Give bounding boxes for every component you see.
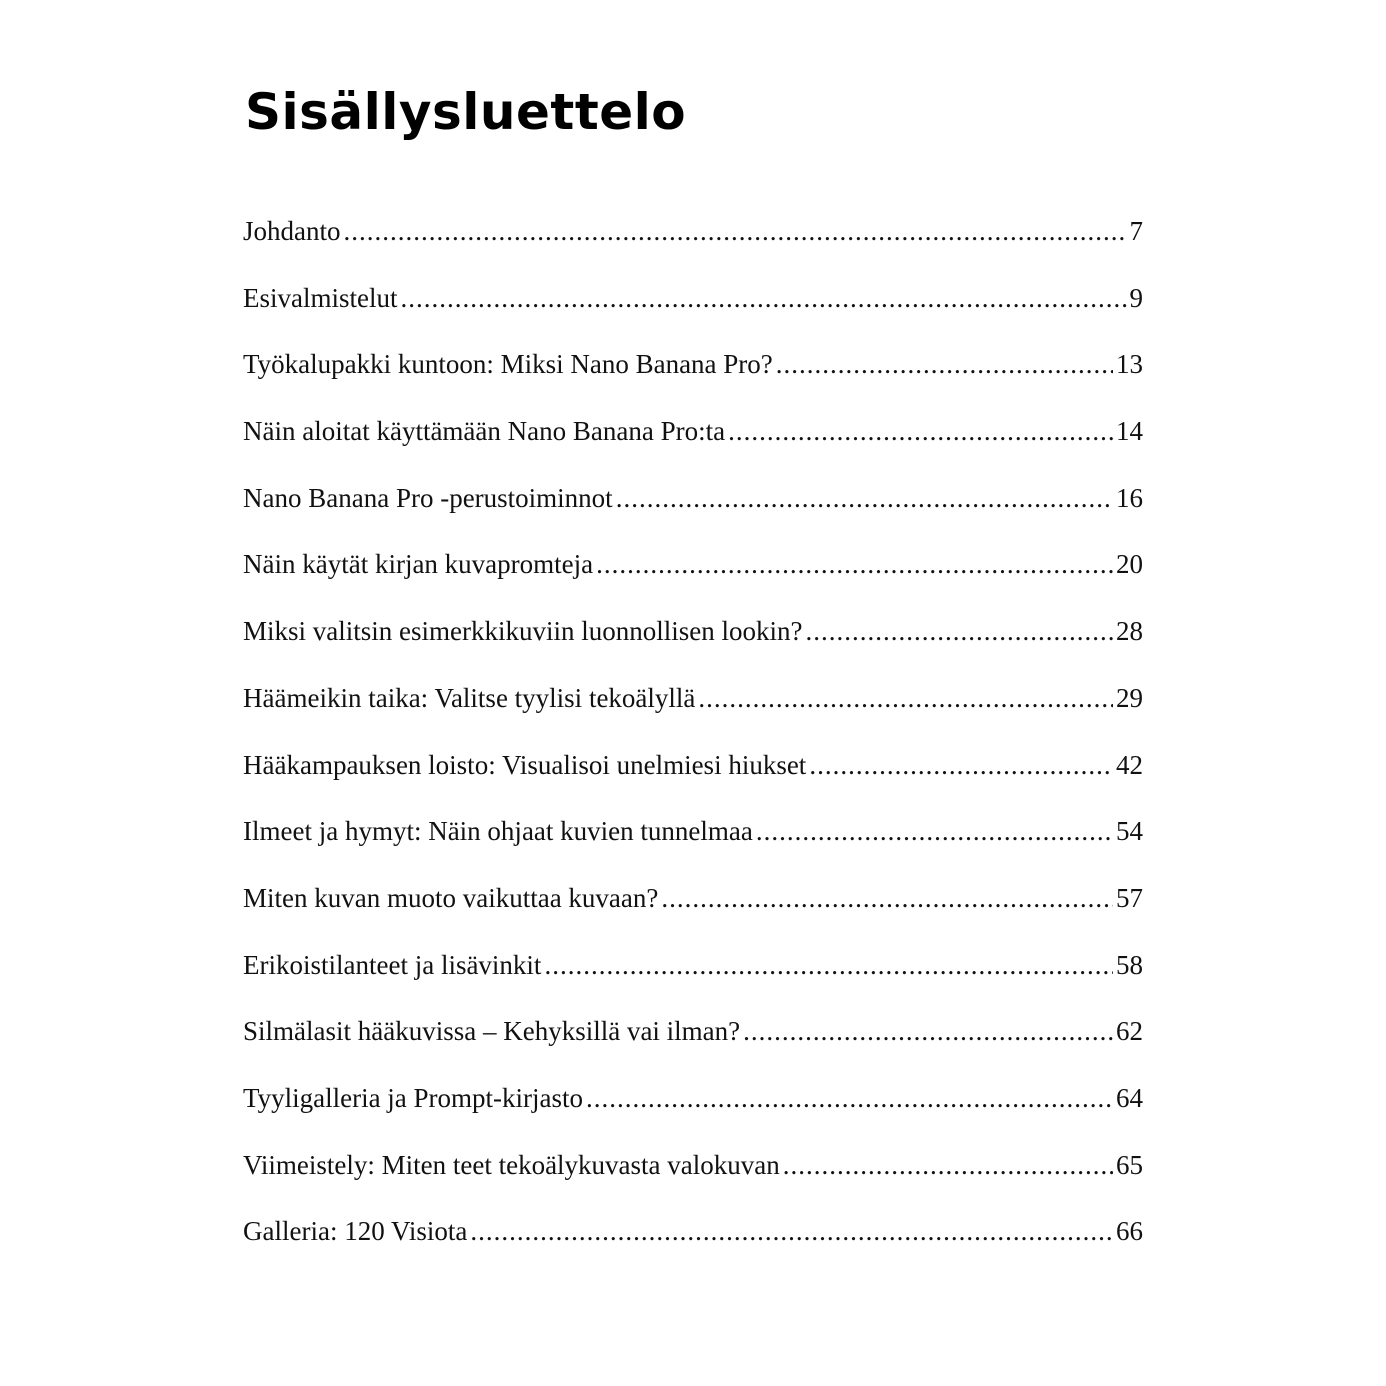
page-title: Sisällysluettelo	[245, 83, 687, 141]
toc-entry-page-number: 29	[1116, 682, 1143, 713]
toc-entry-page-number: 64	[1116, 1082, 1143, 1113]
toc-dot-leader	[401, 272, 1127, 324]
toc-entry	[243, 338, 1143, 405]
toc-entry-page-number: 42	[1116, 749, 1143, 780]
toc-dot-leader	[661, 872, 1113, 924]
toc-entry-page-number: 65	[1116, 1149, 1143, 1180]
toc-entry-page-number: 14	[1116, 416, 1143, 447]
toc-entry	[243, 805, 1143, 872]
toc-dot-leader	[698, 672, 1113, 724]
toc-dot-leader	[728, 405, 1113, 457]
toc-entry-page-number: 58	[1116, 949, 1143, 980]
toc-entry-page-number: 57	[1116, 882, 1143, 913]
toc-entry-label: Miten kuvan muoto vaikuttaa kuvaan?	[243, 882, 659, 913]
toc-entry	[243, 605, 1143, 672]
toc-entry-page-number: 28	[1116, 616, 1143, 647]
toc-entry	[243, 1139, 1143, 1206]
toc-dot-leader	[756, 805, 1113, 857]
toc-entry-page-number: 66	[1116, 1216, 1143, 1247]
toc-entry-page-number: 9	[1129, 282, 1143, 313]
toc-entry	[243, 1072, 1143, 1139]
toc-entry-label: Häämeikin taika: Valitse tyylisi tekoälyllä	[243, 682, 696, 713]
toc-dot-leader	[586, 1072, 1113, 1124]
toc-dot-leader	[805, 605, 1113, 657]
toc-dot-leader	[344, 205, 1127, 257]
toc-entry	[243, 472, 1143, 539]
toc-entry-label: Työkalupakki kuntoon: Miksi Nano Banana Pro?	[243, 349, 773, 380]
toc-dot-leader	[809, 739, 1113, 791]
toc-dot-leader	[616, 472, 1113, 524]
toc-entry-page-number: 54	[1116, 816, 1143, 847]
toc-entry-page-number: 20	[1116, 549, 1143, 580]
toc-entry	[243, 739, 1143, 806]
toc-entry	[243, 272, 1143, 339]
toc-list	[243, 205, 1143, 1272]
toc-entry-label: Näin aloitat käyttämään Nano Banana Pro:ta	[243, 416, 726, 447]
toc-entry-label: Silmälasit hääkuvissa – Kehyksillä vai ilman?	[243, 1016, 741, 1047]
toc-entry	[243, 939, 1143, 1006]
toc-entry	[243, 872, 1143, 939]
toc-entry	[243, 205, 1143, 272]
toc-dot-leader	[470, 1205, 1113, 1257]
toc-entry-label: Ilmeet ja hymyt: Näin ohjaat kuvien tunnelmaa	[243, 816, 753, 847]
toc-entry-label: Miksi valitsin esimerkkikuviin luonnollisen lookin?	[243, 616, 803, 647]
toc-entry-label: Tyyligalleria ja Prompt-kirjasto	[243, 1082, 584, 1113]
toc-entry-label: Näin käytät kirjan kuvapromteja	[243, 549, 594, 580]
toc-entry-label: Erikoistilanteet ja lisävinkit	[243, 949, 542, 980]
toc-entry-label: Nano Banana Pro -perustoiminnot	[243, 482, 613, 513]
toc-dot-leader	[776, 338, 1113, 390]
toc-entry	[243, 405, 1143, 472]
toc-entry-label: Viimeistely: Miten teet tekoälykuvasta valokuvan	[243, 1149, 780, 1180]
toc-entry-page-number: 62	[1116, 1016, 1143, 1047]
toc-entry-label: Esivalmistelut	[243, 282, 398, 313]
toc-entry	[243, 672, 1143, 739]
toc-dot-leader	[743, 1005, 1113, 1057]
toc-entry	[243, 1005, 1143, 1072]
toc-entry-label: Johdanto	[243, 216, 341, 246]
toc-entry-page-number: 16	[1116, 482, 1143, 513]
toc-entry-page-number: 13	[1116, 349, 1143, 380]
toc-entry-page-number: 7	[1129, 216, 1143, 246]
toc-entry-label: Hääkampauksen loisto: Visualisoi unelmiesi hiukset	[243, 749, 807, 780]
toc-entry-label: Galleria: 120 Visiota	[243, 1216, 468, 1247]
toc-dot-leader	[596, 538, 1113, 590]
toc-entry	[243, 1205, 1143, 1272]
toc-dot-leader	[783, 1139, 1113, 1191]
toc-dot-leader	[544, 939, 1113, 991]
toc-entry	[243, 538, 1143, 605]
